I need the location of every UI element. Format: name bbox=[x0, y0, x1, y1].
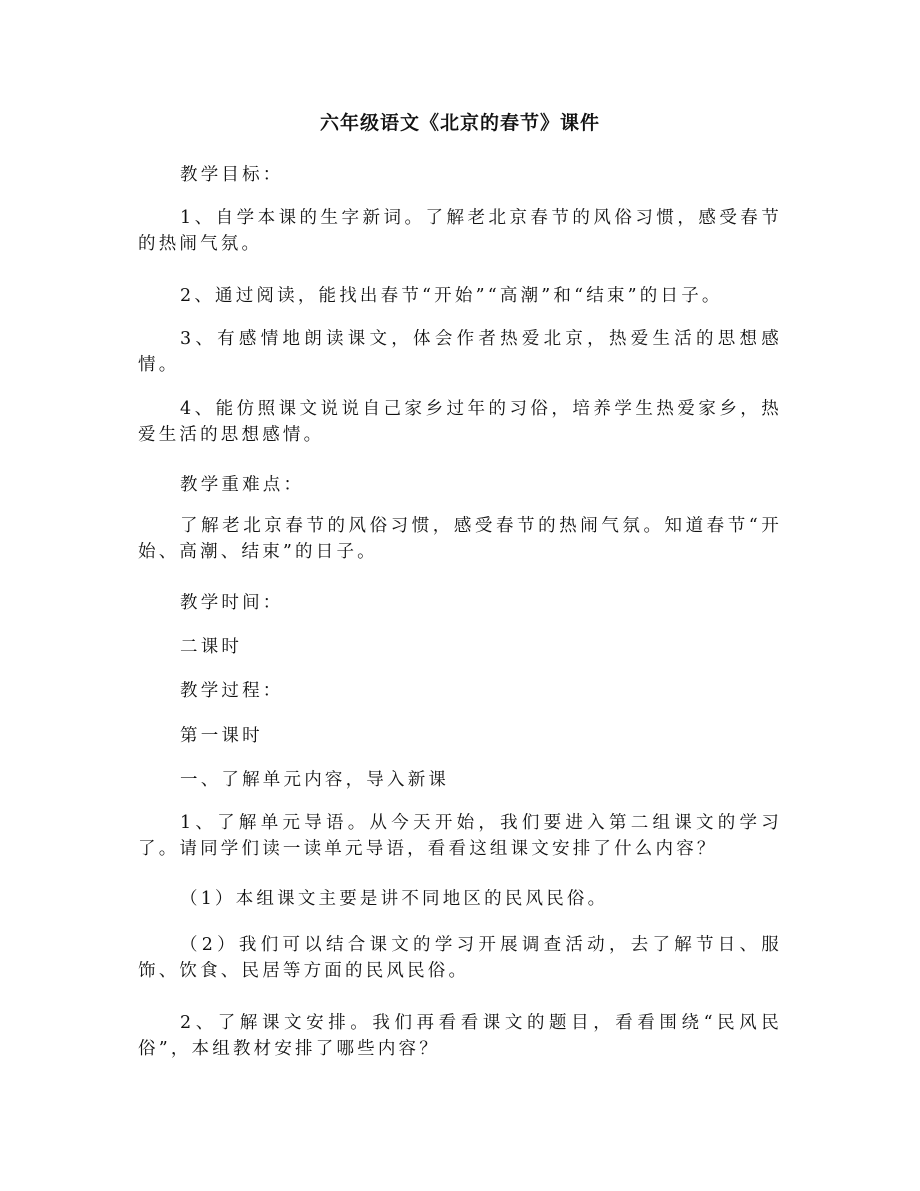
objective-4: 4、能仿照课文说说自己家乡过年的习俗，培养学生热爱家乡，热爱生活的思想感情。 bbox=[138, 399, 782, 445]
step-1-text: 1、了解单元导语。从今天开始，我们要进入第二组课文的学习了。请同学们读一读单元导语，看看这组课文安排了什么内容？ bbox=[138, 813, 782, 859]
heading-key-points: 教学重难点： bbox=[180, 475, 305, 495]
heading-teaching-objectives: 教学目标： bbox=[180, 165, 284, 185]
first-lesson-heading: 第一课时 bbox=[180, 726, 263, 746]
document-title: 六年级语文《北京的春节》课件 bbox=[319, 112, 600, 134]
step-1-sub-1: （1）本组课文主要是讲不同地区的民风民俗。 bbox=[180, 889, 609, 909]
step-2-text: 2、了解课文安排。我们再看看课文的题目，看看围绕“民风民俗”，本组教材安排了哪些内容？ bbox=[138, 1013, 782, 1059]
key-points-text: 了解老北京春节的风俗习惯，感受春节的热闹气氛。知道春节“开始、高潮、结束”的日子。 bbox=[138, 516, 782, 562]
objective-3: 3、有感情地朗读课文，体会作者热爱北京，热爱生活的思想感情。 bbox=[138, 329, 782, 375]
heading-teaching-process: 教学过程： bbox=[180, 681, 284, 701]
heading-teaching-time: 教学时间： bbox=[180, 593, 284, 613]
objective-1: 1、自学本课的生字新词。了解老北京春节的风俗习惯，感受春节的热闹气氛。 bbox=[138, 208, 782, 254]
objective-2: 2、通过阅读，能找出春节“开始”“高潮”和“结束”的日子。 bbox=[180, 286, 723, 306]
section-1-heading: 一、了解单元内容，导入新课 bbox=[180, 770, 450, 790]
teaching-time-value: 二课时 bbox=[180, 637, 243, 657]
step-1-sub-2: （2）我们可以结合课文的学习开展调查活动，去了解节日、服饰、饮食、民居等方面的民风民俗。 bbox=[138, 935, 782, 981]
